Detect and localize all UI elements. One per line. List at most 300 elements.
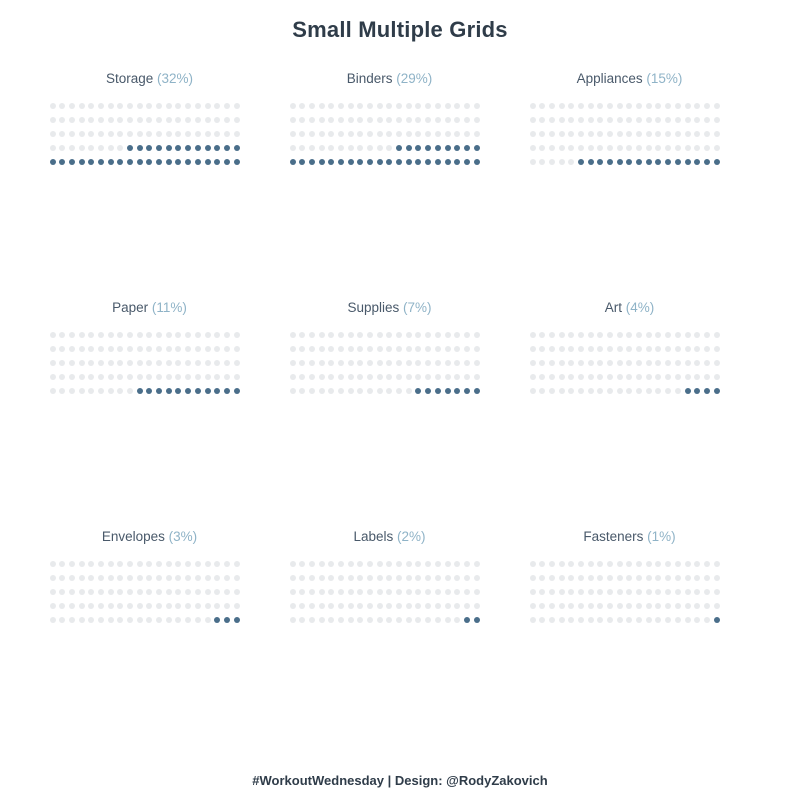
waffle-dot — [234, 617, 240, 623]
waffle-row — [290, 571, 490, 585]
waffle-dot — [214, 575, 220, 581]
waffle-dot — [88, 159, 94, 165]
waffle-dot — [435, 360, 441, 366]
waffle-dot — [328, 159, 334, 165]
waffle-dot — [597, 589, 603, 595]
waffle-dot — [175, 603, 181, 609]
waffle-dot — [425, 617, 431, 623]
waffle-dot — [530, 332, 536, 338]
waffle-dot — [98, 103, 104, 109]
waffle-dot — [319, 575, 325, 581]
waffle-dot — [79, 617, 85, 623]
panel-category-label: Envelopes — [101, 529, 165, 544]
waffle-dot — [185, 145, 191, 151]
waffle-dot — [234, 346, 240, 352]
waffle-dot — [79, 332, 85, 338]
waffle-dot — [539, 617, 545, 623]
waffle-dot — [299, 103, 305, 109]
waffle-dot — [69, 388, 75, 394]
waffle-dot — [309, 332, 315, 338]
waffle-dot — [79, 117, 85, 123]
waffle-dot — [445, 145, 451, 151]
waffle-dot — [319, 603, 325, 609]
waffle-dot — [454, 131, 460, 137]
waffle-row — [530, 384, 730, 398]
waffle-dot — [185, 374, 191, 380]
waffle-dot — [367, 332, 373, 338]
waffle-dot — [175, 103, 181, 109]
waffle-dot — [195, 388, 201, 394]
waffle-dot — [588, 117, 594, 123]
waffle-row — [530, 328, 730, 342]
waffle-dot — [59, 117, 65, 123]
waffle-dot — [108, 388, 114, 394]
waffle-dot — [338, 589, 344, 595]
waffle-dot — [205, 360, 211, 366]
waffle-dot — [234, 589, 240, 595]
waffle-dot — [137, 575, 143, 581]
waffle-dot — [445, 617, 451, 623]
waffle-dot — [386, 103, 392, 109]
panel-percent-label: (32%) — [157, 71, 194, 86]
waffle-row — [290, 557, 490, 571]
waffle-dot — [290, 388, 296, 394]
waffle-dot — [357, 145, 363, 151]
waffle-dot — [386, 159, 392, 165]
waffle-dot — [377, 332, 383, 338]
waffle-dot — [377, 603, 383, 609]
waffle-dot — [98, 388, 104, 394]
waffle-dot — [636, 360, 642, 366]
waffle-dot — [319, 145, 325, 151]
waffle-dot — [474, 575, 480, 581]
waffle-dot — [108, 332, 114, 338]
waffle-dot — [348, 603, 354, 609]
waffle-dot — [396, 117, 402, 123]
waffle-dot — [88, 117, 94, 123]
waffle-dot — [367, 159, 373, 165]
waffle-dot — [578, 103, 584, 109]
waffle-dot — [464, 603, 470, 609]
waffle-dot — [59, 374, 65, 380]
waffle-dot — [79, 561, 85, 567]
waffle-dot — [377, 145, 383, 151]
waffle-dot — [694, 131, 700, 137]
waffle-dot — [166, 145, 172, 151]
waffle-dot — [79, 346, 85, 352]
waffle-dot — [156, 346, 162, 352]
waffle-dot — [195, 117, 201, 123]
waffle-dot — [127, 332, 133, 338]
waffle-dot — [309, 117, 315, 123]
waffle-dot — [175, 145, 181, 151]
waffle-dot — [607, 561, 613, 567]
small-multiple-panel[interactable] — [30, 529, 269, 627]
waffle-dot — [617, 159, 623, 165]
waffle-dot — [464, 117, 470, 123]
waffle-dot — [166, 117, 172, 123]
waffle-dot — [234, 561, 240, 567]
waffle-dot — [50, 332, 56, 338]
waffle-dot — [396, 332, 402, 338]
waffle-dot — [156, 117, 162, 123]
waffle-dot — [185, 159, 191, 165]
waffle-dot — [299, 388, 305, 394]
waffle-dot — [406, 603, 412, 609]
waffle-dot — [348, 374, 354, 380]
waffle-row — [50, 99, 250, 113]
waffle-dot — [195, 617, 201, 623]
waffle-dot — [435, 617, 441, 623]
waffle-dot — [328, 332, 334, 338]
waffle-dot — [597, 374, 603, 380]
waffle-dot — [328, 374, 334, 380]
waffle-dot — [59, 159, 65, 165]
waffle-dot — [578, 131, 584, 137]
waffle-dot — [185, 603, 191, 609]
waffle-dot — [406, 561, 412, 567]
waffle-row — [290, 141, 490, 155]
panel-percent-label: (29%) — [396, 71, 433, 86]
waffle-dot — [415, 589, 421, 595]
waffle-dot — [224, 589, 230, 595]
waffle-dot — [117, 159, 123, 165]
waffle-dot — [655, 617, 661, 623]
waffle-dot — [415, 103, 421, 109]
waffle-dot — [425, 561, 431, 567]
waffle-dot — [464, 617, 470, 623]
waffle-dot — [146, 603, 152, 609]
waffle-dot — [214, 388, 220, 394]
waffle-dot — [79, 131, 85, 137]
waffle-row — [530, 155, 730, 169]
waffle-dot — [694, 159, 700, 165]
waffle-dot — [309, 561, 315, 567]
waffle-dot — [568, 561, 574, 567]
waffle-dot — [88, 360, 94, 366]
waffle-dot — [646, 159, 652, 165]
waffle-dot — [386, 575, 392, 581]
waffle-dot — [59, 145, 65, 151]
waffle-dot — [704, 346, 710, 352]
waffle-dot — [386, 374, 392, 380]
waffle-dot — [406, 617, 412, 623]
waffle-dot — [98, 159, 104, 165]
waffle-dot — [195, 360, 201, 366]
panel-title — [270, 71, 509, 86]
waffle-dot — [195, 561, 201, 567]
waffle-dot — [88, 332, 94, 338]
waffle-dot — [636, 145, 642, 151]
waffle-dot — [328, 617, 334, 623]
waffle-dot — [156, 374, 162, 380]
waffle-dot — [607, 117, 613, 123]
waffle-dot — [454, 388, 460, 394]
waffle-dot — [665, 145, 671, 151]
waffle-dot — [50, 103, 56, 109]
small-multiple-panel[interactable] — [510, 300, 749, 398]
waffle-dot — [357, 617, 363, 623]
waffle-dot — [675, 374, 681, 380]
waffle-dot — [665, 360, 671, 366]
waffle-dot — [348, 360, 354, 366]
waffle-dot — [234, 374, 240, 380]
waffle-dot — [224, 603, 230, 609]
waffle-dot — [607, 346, 613, 352]
waffle-dot — [205, 346, 211, 352]
small-multiple-panel[interactable] — [270, 529, 509, 627]
waffle-dot — [234, 159, 240, 165]
waffle-dot — [636, 159, 642, 165]
waffle-dot — [127, 603, 133, 609]
waffle-dot — [224, 346, 230, 352]
waffle-dot — [127, 360, 133, 366]
waffle-dot — [108, 575, 114, 581]
waffle-dot — [665, 561, 671, 567]
waffle-dot — [685, 388, 691, 394]
waffle-dot — [646, 575, 652, 581]
waffle-dot — [50, 131, 56, 137]
waffle-dot — [156, 617, 162, 623]
waffle-dot — [694, 332, 700, 338]
waffle-dot — [137, 603, 143, 609]
panel-percent-label: (11%) — [151, 300, 187, 315]
waffle-dot — [185, 117, 191, 123]
waffle-dot — [127, 589, 133, 595]
waffle-dot — [626, 131, 632, 137]
panel-title — [30, 529, 269, 544]
waffle-dot — [549, 388, 555, 394]
waffle-dot — [396, 131, 402, 137]
waffle-dot — [559, 617, 565, 623]
waffle-dot — [175, 117, 181, 123]
waffle-dot — [79, 159, 85, 165]
waffle-dot — [299, 346, 305, 352]
waffle-dot — [675, 159, 681, 165]
waffle-dot — [377, 131, 383, 137]
waffle-dot — [675, 603, 681, 609]
waffle-dot — [214, 360, 220, 366]
waffle-dot — [224, 360, 230, 366]
waffle-dot — [636, 131, 642, 137]
waffle-dot — [559, 589, 565, 595]
waffle-dot — [98, 374, 104, 380]
waffle-dot — [665, 374, 671, 380]
waffle-dot — [205, 145, 211, 151]
waffle-dot — [578, 561, 584, 567]
waffle-dot — [290, 561, 296, 567]
waffle-dot — [646, 603, 652, 609]
waffle-dot — [377, 346, 383, 352]
waffle-dot — [69, 145, 75, 151]
waffle-dot — [406, 388, 412, 394]
waffle-dot — [704, 131, 710, 137]
waffle-dot — [607, 360, 613, 366]
waffle-dot — [299, 374, 305, 380]
waffle-dot — [539, 103, 545, 109]
waffle-row — [530, 356, 730, 370]
small-multiple-panel[interactable] — [30, 300, 269, 398]
waffle-dot — [597, 346, 603, 352]
waffle-dot — [108, 346, 114, 352]
waffle-dot — [425, 589, 431, 595]
waffle-dot — [50, 589, 56, 595]
footer-credit: #WorkoutWednesday | Design: @RodyZakovich — [252, 773, 548, 788]
waffle-dot — [539, 589, 545, 595]
waffle-dot — [665, 603, 671, 609]
waffle-dot — [195, 159, 201, 165]
waffle-dot — [175, 360, 181, 366]
panel-percent-label: (3%) — [168, 529, 198, 544]
waffle-dot — [435, 117, 441, 123]
waffle-dot — [617, 575, 623, 581]
waffle-dot — [59, 360, 65, 366]
waffle-dot — [166, 589, 172, 595]
waffle-dot — [309, 603, 315, 609]
waffle-dot — [675, 561, 681, 567]
waffle-dot — [636, 603, 642, 609]
waffle-dot — [539, 575, 545, 581]
waffle-dot — [597, 617, 603, 623]
waffle-dot — [338, 145, 344, 151]
waffle-dot — [559, 360, 565, 366]
waffle-dot — [559, 332, 565, 338]
waffle-dot — [425, 346, 431, 352]
waffle-row — [50, 328, 250, 342]
waffle-dot — [377, 360, 383, 366]
waffle-dot — [146, 117, 152, 123]
waffle-grid — [290, 99, 490, 169]
waffle-dot — [348, 103, 354, 109]
waffle-dot — [588, 103, 594, 109]
waffle-row — [290, 127, 490, 141]
waffle-dot — [137, 617, 143, 623]
small-multiple-panel[interactable] — [270, 300, 509, 398]
waffle-dot — [299, 603, 305, 609]
waffle-dot — [137, 159, 143, 165]
waffle-row — [50, 141, 250, 155]
waffle-dot — [79, 575, 85, 581]
waffle-dot — [166, 603, 172, 609]
waffle-dot — [539, 561, 545, 567]
waffle-dot — [597, 603, 603, 609]
waffle-dot — [59, 131, 65, 137]
waffle-dot — [626, 346, 632, 352]
waffle-dot — [454, 561, 460, 567]
waffle-dot — [328, 131, 334, 137]
waffle-dot — [146, 589, 152, 595]
waffle-dot — [386, 360, 392, 366]
waffle-dot — [568, 360, 574, 366]
waffle-row — [50, 571, 250, 585]
panel-category-label: Fasteners — [583, 529, 644, 544]
waffle-dot — [290, 346, 296, 352]
small-multiple-panel[interactable] — [30, 71, 269, 169]
waffle-row — [290, 585, 490, 599]
waffle-dot — [549, 589, 555, 595]
waffle-dot — [588, 159, 594, 165]
panel-percent-label: (1%) — [647, 529, 676, 544]
waffle-dot — [530, 360, 536, 366]
waffle-dot — [714, 603, 720, 609]
waffle-dot — [646, 374, 652, 380]
waffle-dot — [98, 561, 104, 567]
small-multiple-panel[interactable] — [510, 529, 749, 627]
waffle-dot — [626, 617, 632, 623]
small-multiple-panel[interactable] — [270, 71, 509, 169]
waffle-dot — [386, 617, 392, 623]
waffle-dot — [319, 374, 325, 380]
waffle-dot — [617, 617, 623, 623]
waffle-dot — [396, 360, 402, 366]
waffle-dot — [578, 575, 584, 581]
waffle-dot — [704, 388, 710, 394]
waffle-dot — [224, 617, 230, 623]
waffle-dot — [568, 617, 574, 623]
panel-title — [30, 71, 269, 86]
waffle-dot — [127, 145, 133, 151]
waffle-dot — [530, 561, 536, 567]
waffle-dot — [396, 575, 402, 581]
waffle-dot — [646, 360, 652, 366]
waffle-dot — [50, 388, 56, 394]
waffle-dot — [69, 103, 75, 109]
waffle-dot — [290, 145, 296, 151]
waffle-dot — [714, 117, 720, 123]
waffle-dot — [185, 360, 191, 366]
waffle-dot — [425, 388, 431, 394]
waffle-dot — [559, 561, 565, 567]
waffle-dot — [98, 145, 104, 151]
waffle-dot — [214, 617, 220, 623]
waffle-dot — [357, 575, 363, 581]
waffle-dot — [636, 346, 642, 352]
waffle-dot — [224, 159, 230, 165]
waffle-dot — [88, 388, 94, 394]
waffle-dot — [357, 360, 363, 366]
small-multiple-panel[interactable] — [510, 71, 749, 169]
waffle-dot — [175, 589, 181, 595]
waffle-dot — [474, 561, 480, 567]
waffle-dot — [685, 332, 691, 338]
waffle-dot — [50, 360, 56, 366]
waffle-dot — [156, 360, 162, 366]
waffle-dot — [675, 103, 681, 109]
panel-percent-label: (7%) — [403, 300, 432, 315]
waffle-dot — [675, 346, 681, 352]
waffle-dot — [357, 388, 363, 394]
waffle-dot — [386, 117, 392, 123]
waffle-dot — [88, 346, 94, 352]
waffle-dot — [425, 360, 431, 366]
waffle-dot — [117, 131, 123, 137]
waffle-dot — [694, 617, 700, 623]
waffle-dot — [156, 575, 162, 581]
waffle-dot — [646, 145, 652, 151]
waffle-dot — [539, 346, 545, 352]
waffle-grid — [530, 557, 730, 627]
waffle-dot — [166, 346, 172, 352]
waffle-dot — [588, 374, 594, 380]
waffle-dot — [127, 131, 133, 137]
waffle-dot — [539, 374, 545, 380]
waffle-dot — [714, 131, 720, 137]
waffle-dot — [559, 103, 565, 109]
panel-title — [510, 529, 749, 544]
waffle-dot — [367, 131, 373, 137]
waffle-dot — [435, 346, 441, 352]
waffle-dot — [704, 589, 710, 595]
